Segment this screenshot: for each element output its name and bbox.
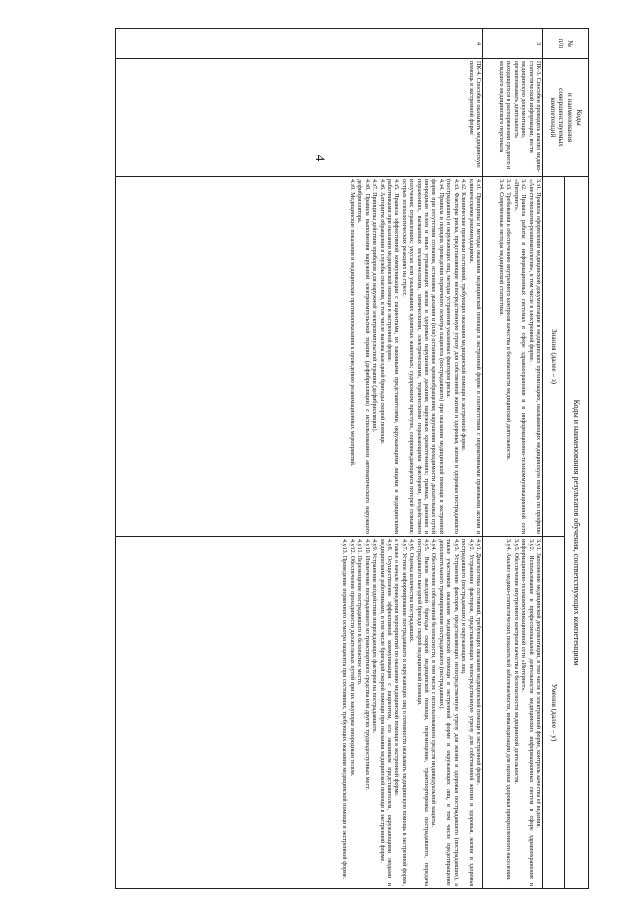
competence-table [115,28,589,889]
skill-item: 4.у5. Вызов выездной бригады скорой медицинской помощи, перемещение, транспортировка пострадавшего, передача пострадавшего выездной бригаде скорой медицинской помощи. [415,539,430,887]
skill-item: 4.у2. Устранение факторов, представляющих непосредственную угрозу для собственной жизни и здоровья, жизни и здоровья пострадавшего (пострадавших) и окружающих лиц. [460,539,474,887]
knowledge-item: 4.з4. Правила и порядок проведения первичного осмотра пациента (пострадавшего) при оказании медицинской помощи в экстренной форме при отсутствии сознания, остановке дыхания и (или) остановке кровообращения; нарушении проходимости дыхательных путей инородным телом и иных угрожающих жизни и здоровью нарушениях дыхания; наружных кровотечениях; травмах, ранениях и поражениях, вызванных механическими, химическими, электрическими, термическими поражающими факторами, воздействием излучения; отравлениях; укусах или ужаливаниях ядовитых животных; судорожном приступе, сопровождающемся потерей сознания; острых психологических реакциях на стресс. [400,179,444,534]
knowledge-item: 4.з1. Принципы и методы оказания медицинской помощи в экстренной форме в соответствии с нормативными правовыми актами и клиническими рекомендациями. [467,179,481,534]
competence-cell: ПК-4. Способен оказывать медицинскую помощь в экстренной форме [116,59,483,177]
skill-item: 4.у8. Осуществление эффективной коммуникации с пациентом, его законным представителем, окружающими людьми и медицинскими работниками, в том числе бригадой скорой помощи при оказании медицинской помощи в экстренной форме. [378,539,392,887]
skill-item: 4.у10. Извлечение пострадавшего из транспортного средства или других труднодоступных мест. [363,539,370,790]
skill-item: 4.у6. Оценка количества пострадавших. [408,539,415,643]
table-row [483,29,543,889]
rotated-table-container [115,28,589,888]
page-number: 4 [313,154,328,162]
skill-item: 4.у13. Проведение первичного осмотра пациента при состояниях, требующих оказания медицинской помощи в экстренной форме. [341,539,348,880]
knowledge-item: 4.з9. Медицинские показания и медицинские противопоказания к проведению реанимационных мероприятий. [348,179,355,467]
header-learning-results: Коды и наименования результатов обучения, соответствующих компетенциям [565,177,589,889]
header-competence-codes: Коды и наименования совершенствуемых компетенций [543,59,589,177]
knowledge-item: 4.з3. Факторы риска, представляющие непосредственную угрозу для собственной жизни и здоровья, жизни и здоровья пострадавшего (пострадавших) и окружающих лиц, методы устранения указанных факторов риска. [445,179,459,534]
skill-item: 3.у4. Анализ медико-статистических показателей заболеваемости, инвалидизации для оценки здоровья прикрепленного населения. [505,539,512,881]
competence-cell: ПК-3. Способен проводить анализ медико-статистической информации, вести медицинскую документацию, организовывать деятельность находящегося в распоряжении среднего и младшего медицинского персонала [483,59,543,177]
skill-item: 4.у11. Перемещение пострадавшего в безопасное место. [356,539,363,686]
row-number: 4 [116,29,483,59]
skill-item: 3.у3. Обеспечение внутреннего контроля качества и безопасности медицинской деятельности. [512,539,519,785]
knowledge-cell [483,177,543,537]
knowledge-item: 4.з5. Правила эффективной коммуникации с пациентами, их законными представителями, окружающими лицами и медицинскими работниками при оказании медицинской помощи в экстренной форме. [385,179,400,534]
skill-item: 4.у1. Диагностика состояний, требующих оказания медицинской помощи в экстренной форме. [475,539,481,786]
row-number: 3 [483,29,543,59]
header-skills: Умения (далее – у) [543,537,565,889]
knowledge-item: 4.з6. Алгоритм обращения в службы спасения, в том числе вызова выездной бригады скорой помощи. [378,179,385,445]
skills-cell [116,537,483,889]
knowledge-item: 3.з4. Современные методы медицинской статистики. [497,179,504,317]
knowledge-item: 3.з2. Правила работы в информационных системах в сфере здравоохранения и в информационно-телекоммуникационной сети «Интернет». [512,179,527,534]
knowledge-item: 3.з1. Правила оформления медицинской документации в медицинских организациях, оказывающих медицинскую помощь по профилю «Анестезиология-реаниматология», в том числе в электронной форме. [527,179,541,534]
header-knowledge: Знания (далее – з) [543,177,565,537]
header-number: № п/п [543,29,589,59]
knowledge-cell [116,177,483,537]
skill-item: 4.у7. Устное информирование пострадавшего и окружающих лиц о готовности оказывать медицинскую помощь в экстренной форме, а также о начале проведения мероприятий по оказанию медицинской помощи в экстренной форме. [393,539,407,887]
skill-item: 4.у9. Устранение воздействия повреждающих факторов на пострадавшего. [371,539,378,734]
knowledge-item: 4.з2. Клинические признаки состояний, требующих оказания медицинской помощи в экстренной форме. [460,179,467,452]
knowledge-item: 4.з8. Правила выполнения наружной электроимпульсной терапии (дефибрилляции) с использованием автоматического наружного дефибриллятора. [356,179,370,534]
skill-item: 3.у1. Заполнение медицинской документации, в том числе в электронной форме, контроль качества её ведения. [535,539,541,828]
table-row [116,29,483,889]
skill-item: 3.у2. Использование в профессиональной деятельности медицинских информационных систем в сфере здравоохранения и информационно-телекоммуникационной сети «Интернет». [520,539,534,887]
skills-cell [483,537,543,889]
knowledge-item: 4.з7. Принципы действия приборов для наружной электроимпульсной терапии (дефибрилляции). [371,179,378,433]
skill-item: 4.у4. Обеспечение собственной безопасности, в том числе с использованием средств индивидуальной защиты. [430,539,437,827]
skill-item: 4.у12. Обеспечение проходимости дыхательных путей при их закупорке инородным телом. [348,539,355,777]
skill-item: 4.у3. Устранение факторов, представляющих непосредственную угрозу для жизни и здоровья пострадавшего (пострадавших), а также участников оказания медицинской помощи в экстренной форме и окружающих лиц, в том числе предотвращение дополнительного травмирования пострадавшего (пострадавших). [437,539,459,887]
knowledge-item: 3.з3. Требования к обеспечению внутреннего контроля качества и безопасности медицинской деятельности. [505,179,512,461]
